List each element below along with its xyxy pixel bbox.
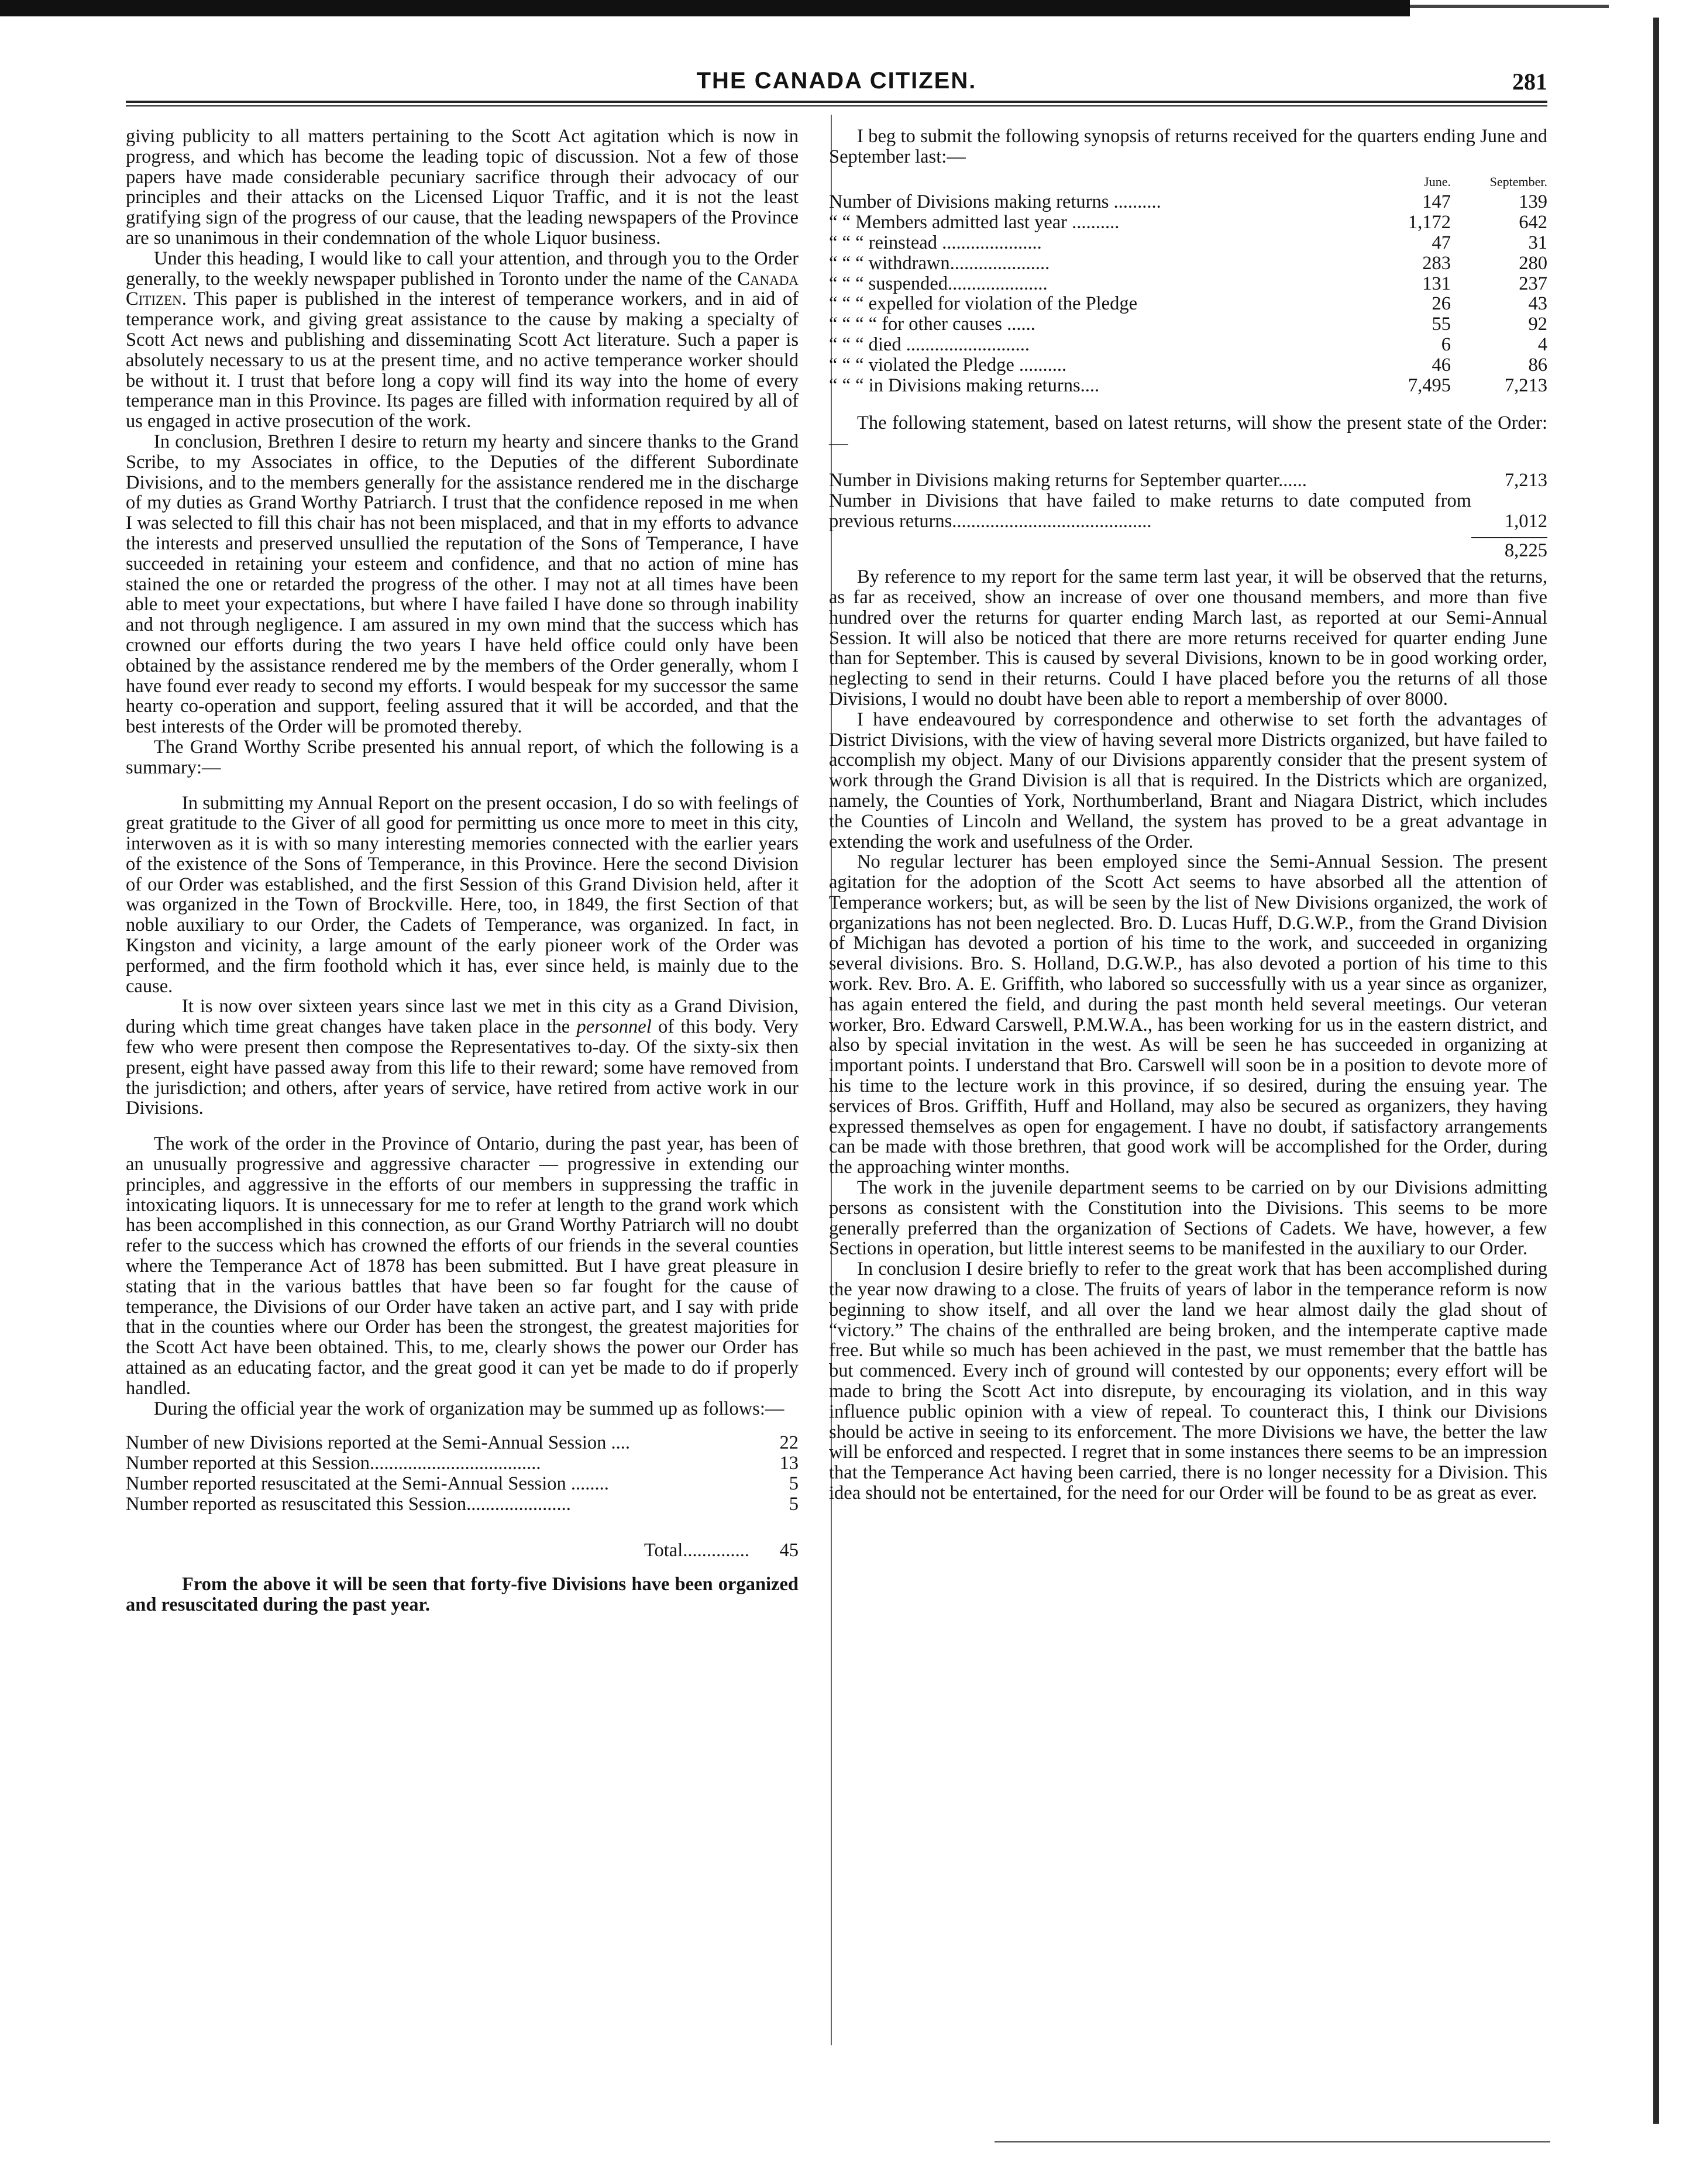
row-label: “ “ Members admitted last year ..........: [829, 212, 1120, 233]
left-closing-paragraph: From the above it will be seen that forty-five Divisions have been organized and resuscitated during the past year.: [126, 1574, 799, 1616]
row-label: “ “ “ died ..........................: [829, 334, 1030, 355]
september-value: 7,213: [1504, 374, 1547, 396]
top-border-tail: [1410, 5, 1609, 8]
row-label: Number reported at this Session....................................: [126, 1453, 541, 1474]
table-row: [829, 491, 1547, 532]
page-header: [126, 66, 1547, 101]
row-label: Number reported as resuscitated this Session......................: [126, 1494, 571, 1515]
table-header-row: [829, 172, 1547, 192]
row-label: Number in Divisions making returns for September quarter......: [829, 470, 1307, 491]
column-header-september: September.: [1489, 174, 1547, 189]
right-paragraph-4: I have endeavoured by correspondence and otherwise to set forth the advantages of District Divisions, with the view of having several more Districts organized, but have failed to accomplish my object. Many of our Divisions apparently consider that the present system of work through the Grand Division is all that is required. In the Districts which are organized, namely, the Counties of York, Northumberland, Brant and Niagara District, which includes the Counties of Lincoln and Welland, the system has proved to be a great advantage in extending the work and usefulness of the Order.: [829, 708, 1547, 852]
row-label: “ “ “ in Divisions making returns....: [829, 375, 1100, 396]
september-value: 280: [1519, 252, 1547, 274]
table-row: [829, 274, 1547, 294]
row-label: “ “ “ expelled for violation of the Pledge: [829, 294, 1138, 315]
publication-title: THE CANADA CITIZEN.: [696, 68, 977, 94]
left-paragraph-2-start: Under this heading, I would like to call your attention, and through you to the Order generally, to the weekly newspaper published in Toronto under the name of the: [126, 247, 799, 290]
returns-table: [829, 172, 1547, 396]
september-value: 43: [1528, 293, 1547, 315]
state-table: [829, 470, 1547, 531]
row-label: Number of new Divisions reported at the Semi-Annual Session ....: [126, 1433, 631, 1454]
right-paragraph-3: By reference to my report for the same term last year, it will be observed that the returns, as far as received, show an increase of over one thousand members, and more than five hundred over the returns for quarter ending March last, as reported at our Semi-Annual Session. It will also be noticed that there are more returns received for quarter ending June than for September. This is caused by several Divisions, known to be in good working order, neglecting to send in their returns. Could I have placed before you the returns of all those Divisions, I would no doubt have been able to report a membership of over 8000.: [829, 566, 1547, 710]
column-header-june: June.: [1424, 174, 1451, 189]
left-paragraph-6-end: of this body. Very few who were present then compose the Representatives to-day. Of the sixty-six then present, eight have passed away from this life to their reward; some have removed from the jurisdiction; and others, after years of service, have retired from active work in our Divisions.: [126, 1016, 799, 1119]
left-paragraph-8: During the official year the work of organization may be summed up as follows:—: [154, 1398, 784, 1419]
september-value: 4: [1537, 333, 1547, 355]
row-value: 7,213: [1504, 469, 1547, 491]
right-paragraph-2: The following statement, based on latest returns, will show the present state of the Order:—: [829, 412, 1547, 455]
left-paragraph-3: In conclusion, Brethren I desire to return my hearty and sincere thanks to the Grand Scribe, to my Associates in office, to the Deputies of the different Subordinate Divisions, and to the members generally for the assistance rendered me in the discharge of my duties as Grand Worthy Patriarch. I trust that the confidence reposed in me when I was selected to fill this chair has not been misplaced, and that in my efforts to advance the interests and preserved unsullied the reputation of the Sons of Temperance, I have succeeded in retaining your esteem and confidence, and that no action of mine has stained the one or retarded the progress of the other. I may not at all times have been able to meet your expectations, but where I have failed I have done so through inability and not through negligence. I am assured in my own mind that the success which has crowned our efforts during the two years I have held office could only have been obtained by the assistance rendered me by the members of the Order generally, whom I have found ever ready to second my efforts. I would bespeak for my successor the same hearty co-operation and support, feeling assured that it will be accorded, and that the best interests of the Order will be promoted thereby.: [126, 431, 799, 738]
row-value: 5: [789, 1473, 799, 1494]
page-edge-shadow: [1653, 18, 1659, 2124]
table-row: [829, 253, 1547, 274]
table-row: [829, 294, 1547, 314]
table-row: [126, 1433, 799, 1453]
total-label: Total..............: [644, 1539, 749, 1561]
september-value: 139: [1519, 191, 1547, 213]
sum-rule: [1471, 537, 1547, 538]
june-value: 7,495: [1408, 374, 1451, 396]
total-value: 45: [779, 1539, 799, 1561]
table-row: [126, 1494, 799, 1515]
left-paragraph-5: In submitting my Annual Report on the present occasion, I do so with feelings of great gratitude to the Giver of all good for permitting us once more to meet in this city, interwoven as it is with so many interesting memories connected with the earlier years of the existence of the Sons of Temperance, in this Province. Here the second Division of our Order was established, and the first Session of this Grand Division held, after it was organized in the Town of Brockville. Here, too, in 1849, the first Section of that noble auxiliary to our Order, the Cadets of Temperance, was organized. In fact, in Kingston and vicinity, a large amount of the early pioneer work of the Order was performed, and the firm foothold which it has, ever since held, is mainly due to the cause.: [126, 792, 799, 997]
right-paragraph-7: In conclusion I desire briefly to refer to the great work that has been accomplished during the year now drawing to a close. The fruits of years of labor in the temperance reform is now beginning to show itself, and all over the land we hear almost daily the glad shout of “victory.” The chains of the enthralled are being broken, and the intemperate captive made free. But while so much has been achieved in the past, we must remember that the battle has but commenced. Every inch of ground will contested by our opponents; every effort will be made to bring the Scott Act into disrepute, by encouraging its violation, and in this way influence public opinion with a view of repeal. To counteract this, I think our Divisions should be active in seeing to its enforcement. The more Divisions we have, the better the law will be enforced and respected. I regret that in some instances there seems to be an impression that the Temperance Act having been carried, there is no longer necessity for a Division. This idea should not be entertained, for the need for our Order will be found to be as great as ever.: [829, 1258, 1547, 1504]
left-paragraph-1: giving publicity to all matters pertaining to the Scott Act agitation which is now in progress, and which has become the leading topic of discussion. Not a few of those papers have made considerable pecuniary sacrifice through their advocacy of our principles and their attacks on the Licensed Liquor Traffic, and it is not the least gratifying sign of the progress of our cause, that the leading newspapers of the Province are so unanimous in their condemnation of the whole Liquor business.: [126, 126, 799, 249]
row-value: 5: [789, 1493, 799, 1515]
state-total: 8,225: [1504, 540, 1547, 562]
table-row: [829, 192, 1547, 212]
row-label: “ “ “ reinstead .....................: [829, 232, 1042, 253]
table-row: [829, 335, 1547, 355]
row-label: Number of Divisions making returns ..........: [829, 192, 1161, 213]
left-paragraph-4: The Grand Worthy Scribe presented his annual report, of which the following is a summary:—: [126, 736, 799, 778]
september-value: 237: [1519, 273, 1547, 294]
june-value: 6: [1441, 333, 1451, 355]
table-row: [829, 314, 1547, 335]
september-value: 92: [1528, 314, 1547, 335]
top-border-bar: [0, 0, 1410, 16]
bottom-rule: [995, 2141, 1550, 2142]
table-row: [126, 1474, 799, 1494]
june-value: 131: [1422, 273, 1451, 294]
table-row: [829, 355, 1547, 376]
september-value: 642: [1519, 212, 1547, 233]
june-value: 26: [1432, 293, 1451, 315]
june-value: 55: [1432, 314, 1451, 335]
left-paragraph-2-end: . This paper is published in the interest of temperance workers, and in aid of temperance work, and giving great assistance to the cause by making a specialty of Scott Act news and publishing and disseminating Scott Act literature. Such a paper is absolutely necessary to us at the present time, and no active temperance worker should be without it. I trust that before long a copy will find its way into the home of every temperance man in this Province. Its pages are filled with information required by all of us engaged in active prosecution of the work.: [126, 288, 799, 432]
header-rule-thin: [126, 105, 1547, 106]
newspaper-name: Canada Citizen: [126, 268, 799, 310]
left-paragraph-2: [126, 249, 799, 432]
table-row: [829, 233, 1547, 253]
row-label: “ “ “ violated the Pledge ..........: [829, 355, 1067, 376]
table-total-row: [126, 1515, 799, 1561]
june-value: 47: [1432, 232, 1451, 253]
organization-table: [126, 1433, 799, 1560]
row-value: 13: [779, 1453, 799, 1474]
table-row: [126, 1453, 799, 1474]
june-value: 46: [1432, 354, 1451, 376]
right-column: [829, 126, 1547, 1504]
september-value: 31: [1528, 232, 1547, 253]
row-label: Number in Divisions that have failed to make returns to date computed from previous returns..........................................: [829, 490, 1471, 532]
june-value: 147: [1422, 191, 1451, 213]
table-row: [829, 376, 1547, 396]
row-label: “ “ “ withdrawn.....................: [829, 253, 1050, 274]
left-paragraph-6-start: It is now over sixteen years since last we met in this city as a Grand Division, during which time great changes have taken place in the: [126, 996, 799, 1038]
row-value: 22: [779, 1432, 799, 1454]
left-paragraph-7: The work of the order in the Province of Ontario, during the past year, has been of an unusually progressive and aggressive character — progressive in extending our principles, and aggressive in the efforts of our members in suppressing the traffic in intoxicating liquors. It is unnecessary for me to refer at length to the grand work which has been accomplished in this connection, as our Grand Worthy Patriarch will no doubt refer to the success which has crowned the efforts of our friends in the several counties where the Temperance Act of 1878 has been submitted. But I have great pleasure in stating that in the various battles that have been so far fought for the cause of temperance, the Divisions of our Order have taken an active part, and I say with pride that in the counties where our Order has been the strongest, the greatest majorities for the Scott Act have been obtained. This, to me, clearly shows the power our Order has attained as an educating factor, and the great good it can yet be made to do if properly handled.: [126, 1133, 799, 1399]
right-paragraph-6: The work in the juvenile department seems to be carried on by our Divisions admitting persons as consistent with the Constitution into the Divisions. This seems to be more generally preferred than the organization of Sections of Cadets. We have, however, a few Sections in operation, but little interest seems to be manifested in the auxiliary to our Order.: [829, 1177, 1547, 1260]
left-column: [126, 126, 799, 1615]
personnel-word: personnel: [576, 1016, 652, 1038]
left-paragraph-6: [126, 996, 799, 1119]
row-label: “ “ “ “ for other causes ......: [829, 314, 1035, 335]
page-number: 281: [1512, 68, 1547, 95]
row-label: Number reported resuscitated at the Semi-Annual Session ........: [126, 1474, 609, 1494]
september-value: 86: [1528, 354, 1547, 376]
june-value: 283: [1422, 252, 1451, 274]
june-value: 1,172: [1408, 212, 1451, 233]
right-paragraph-5: No regular lecturer has been employed since the Semi-Annual Session. The present agitation for the adoption of the Scott Act seems to have absorbed all the attention of Temperance workers; but, as will be seen by the list of New Divisions organized, the work of organizations has not been neglected. Bro. D. Lucas Huff, D.G.W.P., from the Grand Division of Michigan has devoted a portion of his time to the work, and succeeded in organizing several divisions. Bro. S. Holland, D.G.W.P., has also devoted a portion of his time to this work. Rev. Bro. A. E. Griffith, who labored so successfully with us a year since as organizer, has again entered the field, and during the past month held several meetings. Our veteran worker, Bro. Edward Carswell, P.M.W.A., has been working for us in the eastern district, and also by special invitation in the west. As will be seen he has succeeded in organizing at important points. I understand that Bro. Carswell will soon be in a position to devote more of his time to the lecture work in this province, if so desired, during the ensuing year. The services of Bros. Griffith, Huff and Holland, may also be secured as organizers, they having expressed themselves as open for engagement. I have no doubt, if satisfactory arrangements can be made with those brethren, that good work will be accomplished for the Order, during the approaching winter months.: [829, 851, 1547, 1178]
row-label: “ “ “ suspended.....................: [829, 273, 1048, 294]
table-row: [829, 470, 1547, 491]
right-paragraph-1: I beg to submit the following synopsis of returns received for the quarters ending June and September last:—: [829, 126, 1547, 167]
header-rule: [126, 101, 1547, 103]
table-row: [829, 212, 1547, 233]
row-value: 1,012: [1504, 510, 1547, 532]
